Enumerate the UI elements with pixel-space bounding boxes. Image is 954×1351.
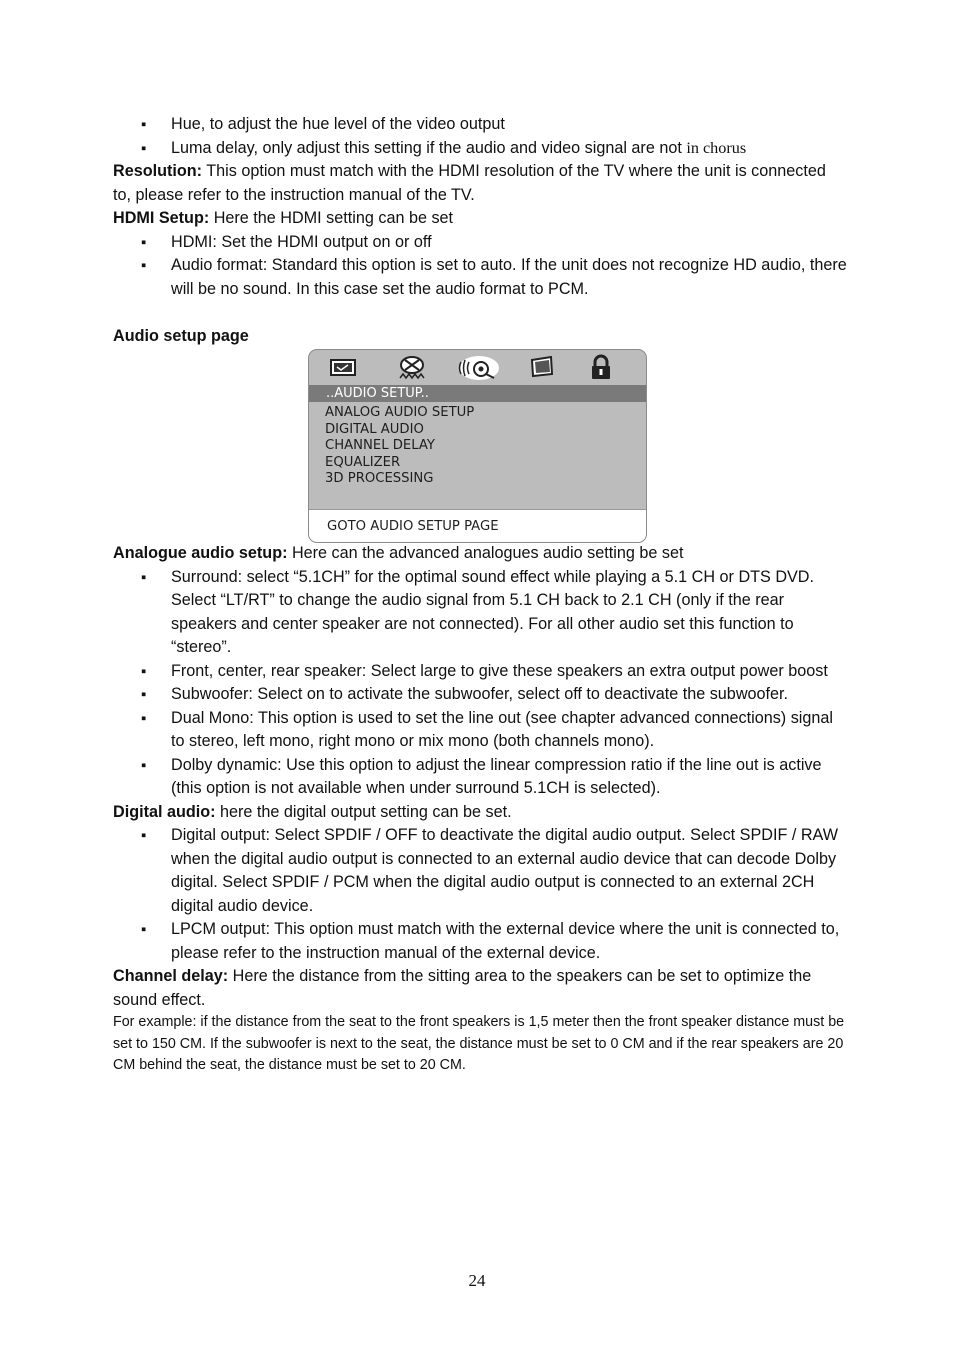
osd-menu-item-channel-delay[interactable]: CHANNEL DELAY xyxy=(325,438,435,454)
list-item-speaker: ▪ Front, center, rear speaker: Select large to give these speakers an extra output power boost xyxy=(113,660,848,684)
lower-section xyxy=(113,542,848,1077)
osd-icon-bar xyxy=(309,350,646,385)
osd-menu-item-equalizer[interactable]: EQUALIZER xyxy=(325,454,401,470)
list-item-hue: ▪ Hue, to adjust the hue level of the video output xyxy=(113,113,848,137)
channel-delay-paragraph: Channel delay: Here the distance from the sitting area to the speakers can be set to optimize the sound effect. xyxy=(113,967,812,1009)
digital-paragraph: Digital audio: here the digital output setting can be set. xyxy=(113,802,512,821)
osd-footer: GOTO AUDIO SETUP PAGE xyxy=(309,509,646,542)
hdmi-setup-paragraph: HDMI Setup: Here the HDMI setting can be set xyxy=(113,209,454,227)
osd-menu-item-3d-processing[interactable]: 3D PROCESSING xyxy=(325,471,434,487)
osd-title: ..AUDIO SETUP.. xyxy=(309,385,646,402)
audio-icon xyxy=(455,354,501,381)
channel-delay-example: For example: if the distance from the seat to the front speakers is 1,5 meter then the front speaker distance must be set to 150 CM. If the subwoofer is next to the seat, the distance must be set to 0 CM and if the rear speakers are 20 CM behind the seat, the distance must be set to 20 CM. xyxy=(113,1014,845,1073)
audio-setup-heading: Audio setup page xyxy=(113,327,249,345)
resolution-paragraph: Resolution: This option must match with the HDMI resolution of the TV where the unit is connected to, please refer to the instruction manual of the TV. xyxy=(113,162,826,204)
list-item-digital-output: ▪ Digital output: Select SPDIF / OFF to deactivate the digital audio output. Select SPDIF / RAW when the digital audio output is connected to an external audio device that can decode Dolby digital. Select SPDIF / PCM when the digital audio output is connected to an external 2CH digital audio device. xyxy=(113,824,848,918)
osd-menu-item-digital-audio[interactable]: DIGITAL AUDIO xyxy=(325,421,424,437)
audio-setup-osd xyxy=(308,349,647,543)
list-item-hdmi: ▪ HDMI: Set the HDMI output on or off xyxy=(113,231,848,255)
list-item-surround: ▪ Surround: select “5.1CH” for the optimal sound effect while playing a 5.1 CH or DTS DVD. Select “LT/RT” to change the audio signal from 5.1 CH back to 2.1 CH (only if the rear speakers and center speaker are not connected). For all other audio set this function to “stereo”. xyxy=(113,566,848,660)
speaker-icon xyxy=(397,354,427,381)
list-item-dual-mono: ▪ Dual Mono: This option is used to set the line out (see chapter advanced connections) signal to stereo, left mono, right mono or mix mono (both channels mono). xyxy=(113,707,848,754)
analogue-paragraph: Analogue audio setup: Here can the advanced analogues audio setting be set xyxy=(113,544,684,562)
osd-menu xyxy=(325,405,474,488)
tv-icon xyxy=(329,354,357,381)
list-item-dolby-dynamic: ▪ Dolby dynamic: Use this option to adjust the linear compression ratio if the line out is active (this option is not available when under surround 5.1CH is selected). xyxy=(113,754,848,801)
picture-icon xyxy=(529,354,555,381)
page-number: 24 xyxy=(468,1271,486,1290)
list-item-audio-format: ▪ Audio format: Standard this option is set to auto. If the unit does not recognize HD audio, there will be no sound. In this case set the audio format to PCM. xyxy=(113,254,848,301)
top-section xyxy=(113,113,848,301)
list-item-lpcm-output: ▪ LPCM output: This option must match with the external device where the unit is connected to, please refer to the instruction manual of the external device. xyxy=(113,918,848,965)
lock-icon xyxy=(589,354,613,381)
list-item-luma: ▪ Luma delay, only adjust this setting if the audio and video signal are not in chorus xyxy=(113,137,848,161)
osd-menu-item-analog-audio[interactable]: ANALOG AUDIO SETUP xyxy=(325,405,475,420)
list-item-subwoofer: ▪ Subwoofer: Select on to activate the subwoofer, select off to deactivate the subwoofer. xyxy=(113,683,848,707)
